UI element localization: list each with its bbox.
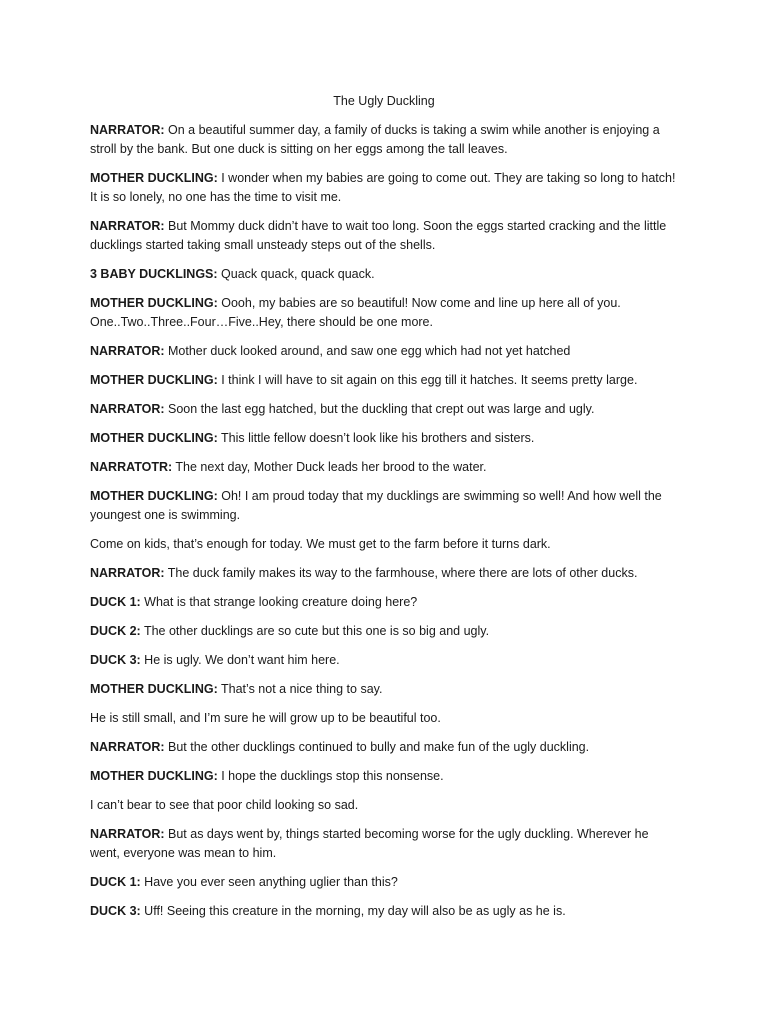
line-text: The other ducklings are so cute but this one is so big and ugly.	[140, 624, 490, 638]
line-text: But as days went by, things started becoming worse for the ugly duckling. Wherever he went, everyone was mean to him.	[90, 827, 649, 860]
line-text: Mother duck looked around, and saw one egg which had not yet hatched	[164, 344, 571, 358]
script-line	[90, 371, 678, 390]
script-line	[90, 265, 678, 284]
speaker-label: NARRATOR:	[90, 123, 165, 137]
line-text: Quack quack, quack quack.	[217, 267, 375, 281]
speaker-label: NARRATOR:	[90, 740, 165, 754]
line-text: I wonder when my babies are going to come out. They are taking so long to hatch! It is so lonely, no one has the time to visit me.	[90, 171, 676, 204]
speaker-label: NARRATOR:	[90, 566, 165, 580]
speaker-label: NARRATOR:	[90, 402, 165, 416]
speaker-label: DUCK 1:	[90, 875, 141, 889]
speaker-label: MOTHER DUCKLING:	[90, 373, 218, 387]
speaker-label: 3 BABY DUCKLINGS:	[90, 267, 218, 281]
line-text: The duck family makes its way to the farmhouse, where there are lots of other ducks.	[164, 566, 638, 580]
script-line	[90, 825, 678, 863]
speaker-label: MOTHER DUCKLING:	[90, 769, 218, 783]
line-text: Oooh, my babies are so beautiful! Now come and line up here all of you. One..Two..Three..Four…Five..Hey, there should be one more.	[90, 296, 621, 329]
script-line	[90, 680, 678, 699]
line-text: That’s not a nice thing to say.	[217, 682, 383, 696]
speaker-label: MOTHER DUCKLING:	[90, 431, 218, 445]
line-text: On a beautiful summer day, a family of ducks is taking a swim while another is enjoying a stroll by the bank. But one duck is sitting on her eggs among the tall leaves.	[90, 123, 660, 156]
speaker-label: MOTHER DUCKLING:	[90, 296, 218, 310]
speaker-label: DUCK 3:	[90, 653, 141, 667]
script-line	[90, 487, 678, 525]
script-line	[90, 342, 678, 361]
speaker-label: MOTHER DUCKLING:	[90, 682, 218, 696]
script-line	[90, 738, 678, 757]
speaker-label: NARRATOR:	[90, 344, 165, 358]
script-line	[90, 622, 678, 641]
script-line	[90, 564, 678, 583]
speaker-label: DUCK 2:	[90, 624, 141, 638]
script-line	[90, 400, 678, 419]
line-text: Soon the last egg hatched, but the duckling that crept out was large and ugly.	[164, 402, 595, 416]
line-text: I can’t bear to see that poor child looking so sad.	[90, 798, 359, 812]
script-line	[90, 535, 678, 554]
speaker-label: NARRATOR:	[90, 219, 165, 233]
line-text: Uff! Seeing this creature in the morning, my day will also be as ugly as he is.	[140, 904, 566, 918]
speaker-label: DUCK 3:	[90, 904, 141, 918]
speaker-label: MOTHER DUCKLING:	[90, 489, 218, 503]
speaker-label: NARRATOR:	[90, 827, 165, 841]
document-title: The Ugly Duckling	[333, 94, 435, 108]
script-line	[90, 458, 678, 477]
script-line	[90, 873, 678, 892]
script-line	[90, 796, 678, 815]
line-text: He is ugly. We don’t want him here.	[140, 653, 340, 667]
speaker-label: NARRATOTR:	[90, 460, 173, 474]
script-line	[90, 294, 678, 332]
line-text: Come on kids, that’s enough for today. We must get to the farm before it turns dark.	[90, 537, 551, 551]
script-line	[90, 709, 678, 728]
line-text: I hope the ducklings stop this nonsense.	[217, 769, 444, 783]
script-line	[90, 169, 678, 207]
script-line	[90, 121, 678, 159]
line-text: But Mommy duck didn’t have to wait too long. Soon the eggs started cracking and the little ducklings started taking small unsteady steps out of the shells.	[90, 219, 667, 252]
line-text: But the other ducklings continued to bully and make fun of the ugly duckling.	[164, 740, 590, 754]
script-line	[90, 651, 678, 670]
speaker-label: MOTHER DUCKLING:	[90, 171, 218, 185]
line-text: What is that strange looking creature doing here?	[140, 595, 418, 609]
line-text: Have you ever seen anything uglier than this?	[140, 875, 398, 889]
line-text: I think I will have to sit again on this egg till it hatches. It seems pretty large.	[217, 373, 638, 387]
line-text: The next day, Mother Duck leads her brood to the water.	[172, 460, 487, 474]
script-line	[90, 767, 678, 786]
script-line	[90, 902, 678, 921]
script-line	[90, 429, 678, 448]
speaker-label: DUCK 1:	[90, 595, 141, 609]
script-line	[90, 217, 678, 255]
line-text: This little fellow doesn’t look like his brothers and sisters.	[217, 431, 535, 445]
script-line	[90, 593, 678, 612]
line-text: Oh! I am proud today that my ducklings are swimming so well! And how well the youngest one is swimming.	[90, 489, 662, 522]
line-text: He is still small, and I’m sure he will grow up to be beautiful too.	[90, 711, 441, 725]
